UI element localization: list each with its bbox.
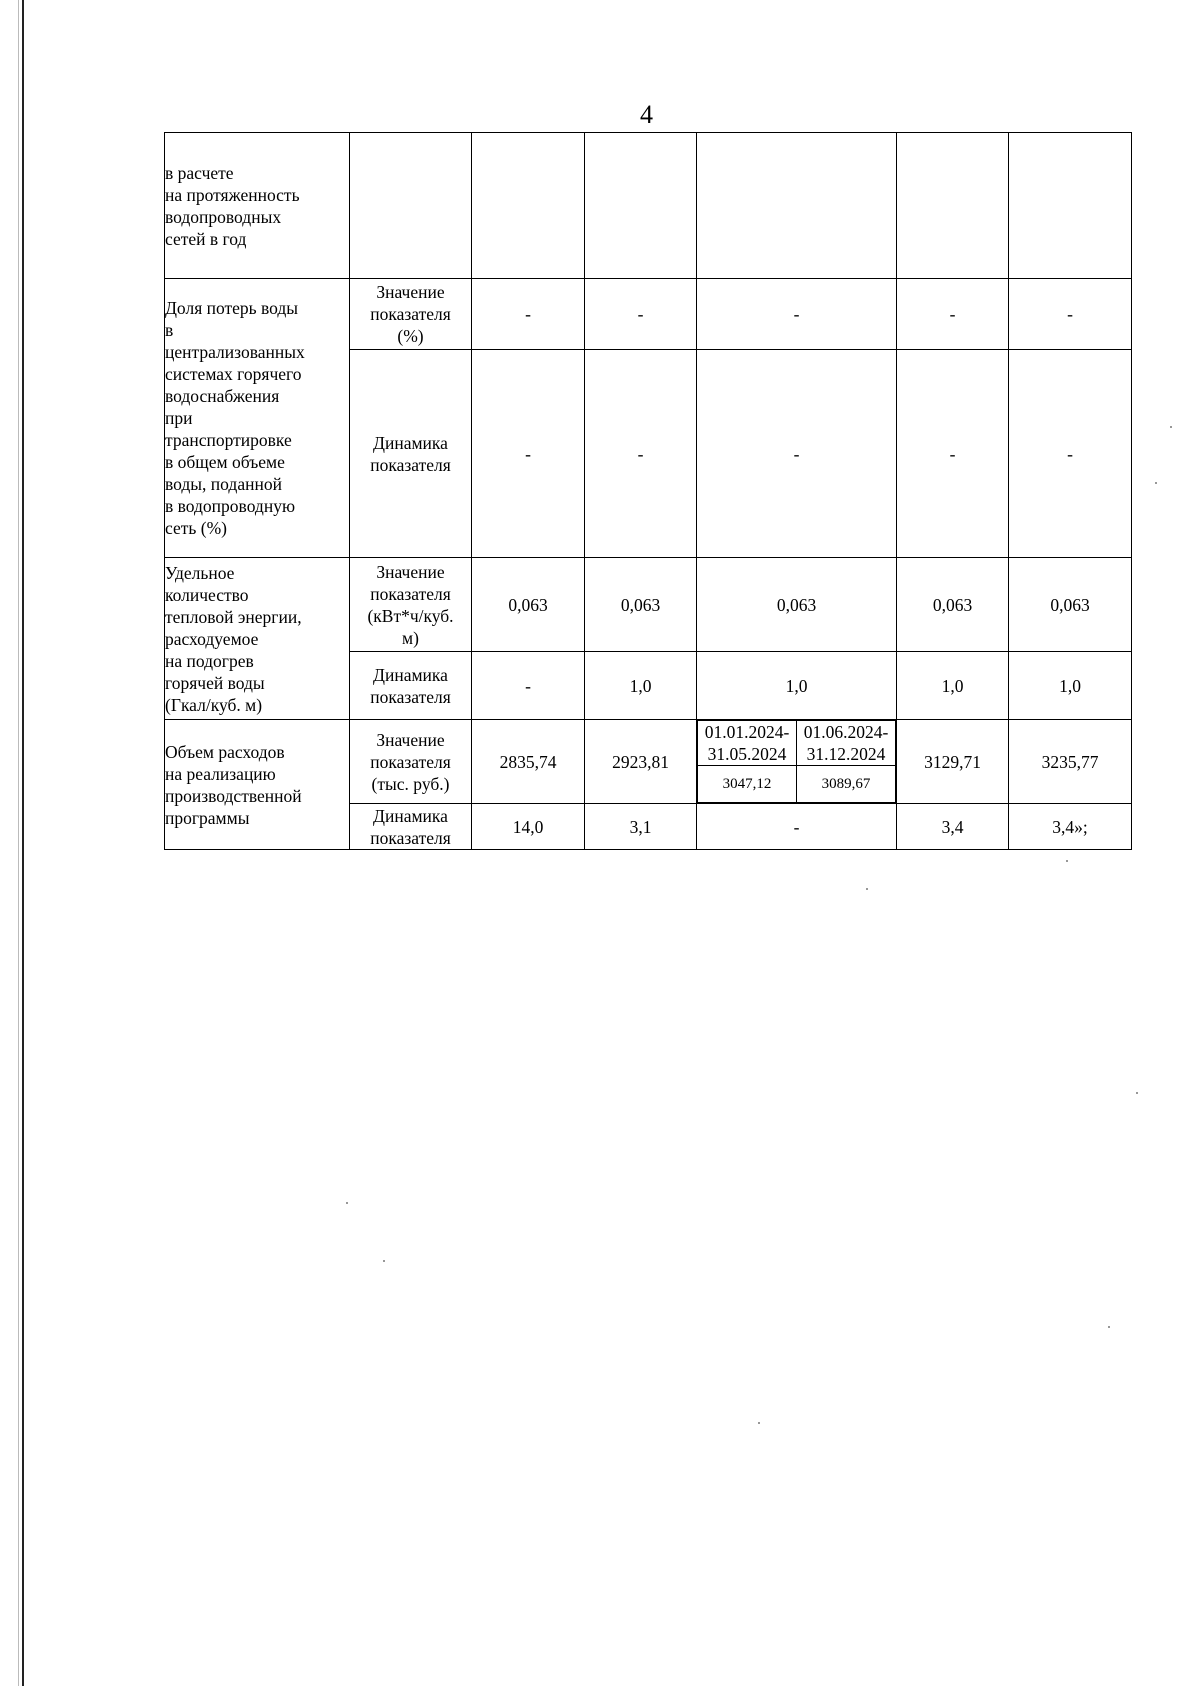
- scan-speck: [346, 1202, 348, 1204]
- split-period-cell: [697, 720, 897, 804]
- value-cell: -: [697, 350, 897, 558]
- value-cell: -: [897, 279, 1009, 350]
- value-cell: 3129,71: [897, 720, 1009, 804]
- scan-speck: [383, 1260, 385, 1262]
- value-cell: -: [697, 804, 897, 850]
- value-cell: -: [1009, 279, 1132, 350]
- scan-speck: [1108, 1326, 1110, 1328]
- page-number: 4: [640, 100, 653, 129]
- value-cell: -: [897, 350, 1009, 558]
- value-cell: 1,0: [1009, 652, 1132, 720]
- indicator-name: Удельное количество тепловой энергии, расходуемое на подогрев горячей воды (Гкал/куб. м): [165, 558, 350, 720]
- value-cell: 2835,74: [472, 720, 585, 804]
- value-cell: 3,4: [897, 804, 1009, 850]
- value-cell: 3235,77: [1009, 720, 1132, 804]
- scan-speck: [1170, 426, 1172, 428]
- table-row: [165, 133, 1132, 279]
- indicator-label: Динамика показателя: [350, 350, 472, 558]
- value-cell: 1,0: [897, 652, 1009, 720]
- value-cell: -: [472, 350, 585, 558]
- scan-edge: [22, 0, 24, 1686]
- period-value: 3089,67: [797, 766, 896, 803]
- value-cell: 3,1: [585, 804, 697, 850]
- indicator-label: Значение показателя (%): [350, 279, 472, 350]
- indicator-name: Доля потерь воды в централизованных системах горячего водоснабжения при транспортировке в общем объеме воды, поданной в водопроводную сеть (%): [165, 279, 350, 558]
- period-label: 01.01.2024- 31.05.2024: [698, 721, 797, 766]
- scan-edge-shadow: [18, 0, 19, 1686]
- value-cell: -: [697, 279, 897, 350]
- value-cell: 1,0: [585, 652, 697, 720]
- value-cell: 0,063: [697, 558, 897, 652]
- empty-cell: [897, 133, 1009, 279]
- value-cell: -: [1009, 350, 1132, 558]
- value-cell: 1,0: [697, 652, 897, 720]
- scan-speck: [866, 888, 868, 890]
- value-cell: 0,063: [897, 558, 1009, 652]
- scan-speck: [758, 1422, 760, 1424]
- indicators-table: [164, 132, 1132, 850]
- value-cell: -: [585, 350, 697, 558]
- value-cell: 0,063: [472, 558, 585, 652]
- value-cell: 14,0: [472, 804, 585, 850]
- scan-speck: [1136, 1092, 1138, 1094]
- empty-cell: [585, 133, 697, 279]
- indicator-name: в расчете на протяженность водопроводных сетей в год: [165, 133, 350, 279]
- value-cell: 0,063: [585, 558, 697, 652]
- period-value: 3047,12: [698, 766, 797, 803]
- indicator-label: Значение показателя (тыс. руб.): [350, 720, 472, 804]
- scan-speck: [1066, 860, 1068, 862]
- period-subtable: [697, 720, 896, 803]
- indicator-name: Объем расходов на реализацию производственной программы: [165, 720, 350, 850]
- value-cell: 2923,81: [585, 720, 697, 804]
- empty-cell: [697, 133, 897, 279]
- indicator-label: Динамика показателя: [350, 804, 472, 850]
- value-cell: -: [585, 279, 697, 350]
- value-cell: 0,063: [1009, 558, 1132, 652]
- empty-cell: [472, 133, 585, 279]
- empty-cell: [1009, 133, 1132, 279]
- table-row: [165, 558, 1132, 652]
- table-row: [165, 279, 1132, 350]
- table-row: [165, 720, 1132, 804]
- indicator-label: Динамика показателя: [350, 652, 472, 720]
- period-label: 01.06.2024- 31.12.2024: [797, 721, 896, 766]
- value-cell: -: [472, 652, 585, 720]
- value-cell: -: [472, 279, 585, 350]
- indicator-label: Значение показателя (кВт*ч/куб. м): [350, 558, 472, 652]
- empty-cell: [350, 133, 472, 279]
- scan-speck: [1155, 482, 1157, 484]
- value-cell: 3,4»;: [1009, 804, 1132, 850]
